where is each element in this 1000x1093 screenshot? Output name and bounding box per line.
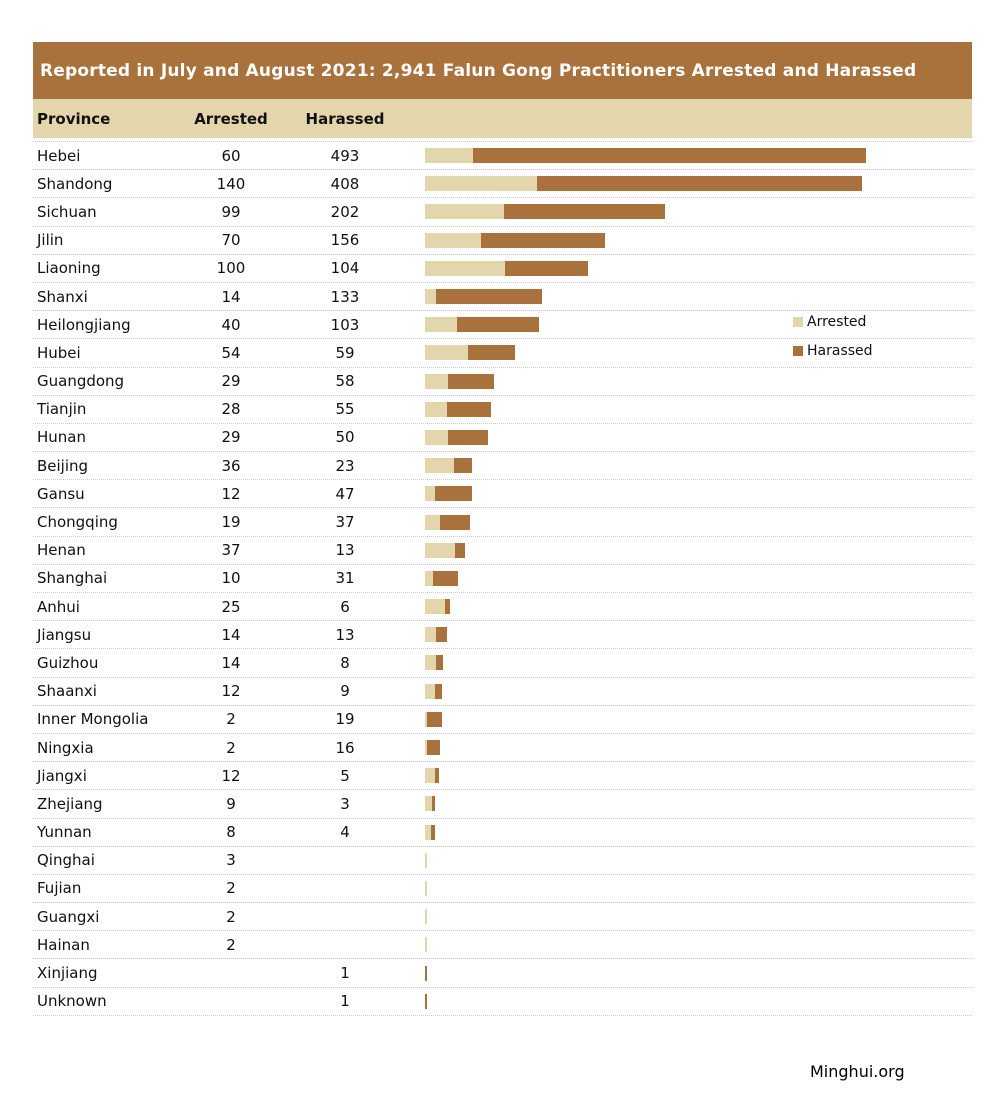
- arrested-value: 140: [216, 174, 246, 193]
- harassed-value: 59: [335, 343, 355, 362]
- stacked-bar: [425, 994, 427, 1009]
- stacked-bar: [425, 148, 866, 163]
- arrested-bar-segment: [425, 571, 433, 586]
- arrested-value: 10: [221, 569, 241, 588]
- province-name: Hainan: [37, 935, 90, 954]
- table-row: [33, 396, 972, 424]
- table-header: [33, 99, 972, 138]
- harassed-bar-segment: [425, 994, 427, 1009]
- arrested-value: 3: [226, 851, 236, 870]
- stacked-bar: [425, 768, 439, 783]
- arrested-value: 70: [221, 231, 241, 250]
- harassed-bar-segment: [431, 825, 434, 840]
- stacked-bar: [425, 881, 427, 896]
- arrested-value: 2: [226, 935, 236, 954]
- province-name: Beijing: [37, 456, 89, 475]
- table-row: [33, 170, 972, 198]
- harassed-value: 3: [340, 794, 350, 813]
- arrested-bar-segment: [425, 796, 432, 811]
- arrested-value: 14: [221, 625, 241, 644]
- stacked-bar: [425, 655, 443, 670]
- arrested-value: 8: [226, 823, 236, 842]
- arrested-bar-segment: [425, 176, 537, 191]
- province-name: Guangxi: [37, 907, 100, 926]
- harassed-value: 9: [340, 682, 350, 701]
- arrested-bar-segment: [425, 204, 504, 219]
- table-row: [33, 283, 972, 311]
- harassed-value: 55: [335, 400, 355, 419]
- table-row: [33, 424, 972, 452]
- stacked-bar: [425, 853, 427, 868]
- arrested-bar-segment: [425, 317, 457, 332]
- harassed-bar-segment: [455, 543, 465, 558]
- arrested-bar-segment: [425, 853, 427, 868]
- harassed-value: 13: [335, 625, 355, 644]
- table-row: [33, 875, 972, 903]
- legend-label-harassed: Harassed: [807, 343, 873, 359]
- table-row: [33, 480, 972, 508]
- province-name: Anhui: [37, 597, 80, 616]
- harassed-bar-segment: [435, 486, 472, 501]
- table-row: [33, 593, 972, 621]
- province-name: Hunan: [37, 428, 86, 447]
- arrested-bar-segment: [425, 486, 435, 501]
- harassed-value: 19: [335, 710, 355, 729]
- chart-legend: [793, 314, 873, 359]
- arrested-bar-segment: [425, 374, 448, 389]
- arrested-value: 37: [221, 541, 241, 560]
- harassed-value: 103: [330, 315, 360, 334]
- chart-title: Reported in July and August 2021: 2,941 Falun Gong Practitioners Arrested and Harassed: [33, 42, 972, 99]
- arrested-bar-segment: [425, 458, 454, 473]
- harassed-bar-segment: [454, 458, 472, 473]
- table-row: [33, 678, 972, 706]
- harassed-value: 493: [330, 146, 360, 165]
- arrested-value: 9: [226, 794, 236, 813]
- legend-item-arrested: [793, 314, 873, 330]
- stacked-bar: [425, 486, 472, 501]
- table-row: [33, 227, 972, 255]
- arrested-bar-segment: [425, 289, 436, 304]
- column-header-arrested: Arrested: [194, 109, 268, 128]
- harassed-value: 1: [340, 964, 350, 983]
- stacked-bar: [425, 627, 447, 642]
- stacked-bar: [425, 289, 542, 304]
- province-name: Liaoning: [37, 259, 101, 278]
- province-name: Jiangxi: [37, 766, 87, 785]
- harassed-value: 6: [340, 597, 350, 616]
- province-name: Shanxi: [37, 287, 88, 306]
- stacked-bar: [425, 937, 427, 952]
- harassed-value: 1: [340, 992, 350, 1011]
- province-name: Jilin: [37, 231, 64, 250]
- harassed-value: 50: [335, 428, 355, 447]
- arrested-value: 28: [221, 400, 241, 419]
- arrested-bar-segment: [425, 148, 473, 163]
- stacked-bar: [425, 599, 450, 614]
- stacked-bar: [425, 796, 435, 811]
- table-row: [33, 255, 972, 283]
- stacked-bar: [425, 825, 435, 840]
- arrested-bar-segment: [425, 881, 427, 896]
- harassed-value: 37: [335, 513, 355, 532]
- harassed-value: 4: [340, 823, 350, 842]
- harassed-bar-segment: [448, 374, 494, 389]
- harassed-value: 8: [340, 653, 350, 672]
- harassed-bar-segment: [433, 571, 458, 586]
- province-name: Inner Mongolia: [37, 710, 149, 729]
- arrested-value: 14: [221, 287, 241, 306]
- arrested-bar-segment: [425, 768, 435, 783]
- province-name: Qinghai: [37, 851, 95, 870]
- arrested-bar-segment: [425, 430, 448, 445]
- arrested-value: 100: [216, 259, 246, 278]
- harassed-bar-segment: [448, 430, 488, 445]
- stacked-bar: [425, 402, 491, 417]
- harassed-bar-segment: [436, 289, 542, 304]
- harassed-value: 23: [335, 456, 355, 475]
- province-name: Guangdong: [37, 372, 125, 391]
- stacked-bar: [425, 543, 465, 558]
- stacked-bar: [425, 345, 515, 360]
- stacked-bar: [425, 740, 440, 755]
- harassed-bar-segment: [445, 599, 450, 614]
- harassed-bar-segment: [427, 712, 442, 727]
- arrested-value: 19: [221, 513, 241, 532]
- table-row: [33, 565, 972, 593]
- arrested-bar-segment: [425, 655, 436, 670]
- province-name: Unknown: [37, 992, 107, 1011]
- stacked-bar: [425, 712, 442, 727]
- arrested-value: 12: [221, 484, 241, 503]
- harassed-value: 5: [340, 766, 350, 785]
- harassed-bar-segment: [537, 176, 862, 191]
- arrested-bar-segment: [425, 627, 436, 642]
- stacked-bar: [425, 571, 458, 586]
- arrested-value: 54: [221, 343, 241, 362]
- stacked-bar: [425, 966, 427, 981]
- harassed-swatch-icon: [793, 346, 803, 356]
- arrested-value: 99: [221, 202, 241, 221]
- harassed-bar-segment: [457, 317, 539, 332]
- table-row: [33, 537, 972, 565]
- province-name: Heilongjiang: [37, 315, 131, 334]
- harassed-bar-segment: [447, 402, 491, 417]
- harassed-bar-segment: [504, 204, 665, 219]
- stacked-bar: [425, 458, 472, 473]
- table-row: [33, 452, 972, 480]
- arrested-bar-segment: [425, 543, 455, 558]
- arrested-value: 2: [226, 879, 236, 898]
- harassed-bar-segment: [435, 768, 439, 783]
- arrested-bar-segment: [425, 684, 435, 699]
- province-name: Hebei: [37, 146, 81, 165]
- harassed-value: 133: [330, 287, 360, 306]
- province-name: Xinjiang: [37, 964, 98, 983]
- harassed-bar-segment: [473, 148, 866, 163]
- province-name: Zhejiang: [37, 794, 103, 813]
- harassed-bar-segment: [505, 261, 588, 276]
- arrested-value: 12: [221, 682, 241, 701]
- arrested-bar-segment: [425, 345, 468, 360]
- province-name: Chongqing: [37, 513, 118, 532]
- arrested-value: 2: [226, 710, 236, 729]
- harassed-value: 408: [330, 174, 360, 193]
- table-row: [33, 847, 972, 875]
- table-row: [33, 198, 972, 226]
- column-header-province: Province: [37, 109, 111, 128]
- table-row: [33, 508, 972, 536]
- harassed-bar-segment: [427, 740, 440, 755]
- stacked-bar: [425, 374, 494, 389]
- table-row: [33, 368, 972, 396]
- table-row: [33, 142, 972, 170]
- harassed-value: 47: [335, 484, 355, 503]
- harassed-value: 202: [330, 202, 360, 221]
- table-row: [33, 931, 972, 959]
- table-row: [33, 621, 972, 649]
- arrested-value: 14: [221, 653, 241, 672]
- province-name: Ningxia: [37, 738, 94, 757]
- arrested-bar-segment: [425, 937, 427, 952]
- source-credit: Minghui.org: [810, 1062, 905, 1081]
- column-header-harassed: Harassed: [305, 109, 385, 128]
- stacked-bar: [425, 204, 665, 219]
- harassed-bar-segment: [468, 345, 515, 360]
- arrested-value: 36: [221, 456, 241, 475]
- arrested-value: 2: [226, 907, 236, 926]
- harassed-bar-segment: [425, 966, 427, 981]
- province-name: Tianjin: [37, 400, 87, 419]
- province-name: Fujian: [37, 879, 82, 898]
- harassed-value: 58: [335, 372, 355, 391]
- stacked-bar: [425, 233, 605, 248]
- arrested-bar-segment: [425, 233, 481, 248]
- harassed-value: 104: [330, 259, 360, 278]
- chart-panel: [33, 42, 972, 1016]
- harassed-value: 31: [335, 569, 355, 588]
- province-name: Guizhou: [37, 653, 99, 672]
- province-name: Shandong: [37, 174, 113, 193]
- arrested-bar-segment: [425, 261, 505, 276]
- harassed-value: 156: [330, 231, 360, 250]
- arrested-value: 29: [221, 372, 241, 391]
- province-name: Gansu: [37, 484, 85, 503]
- province-name: Shanghai: [37, 569, 108, 588]
- province-name: Jiangsu: [37, 625, 92, 644]
- arrested-swatch-icon: [793, 317, 803, 327]
- arrested-bar-segment: [425, 909, 427, 924]
- table-row: [33, 903, 972, 931]
- harassed-bar-segment: [432, 796, 434, 811]
- harassed-bar-segment: [436, 655, 442, 670]
- arrested-value: 2: [226, 738, 236, 757]
- stacked-bar: [425, 684, 442, 699]
- arrested-value: 40: [221, 315, 241, 334]
- table-row: [33, 706, 972, 734]
- harassed-value: 13: [335, 541, 355, 560]
- table-row: [33, 649, 972, 677]
- province-name: Yunnan: [37, 823, 92, 842]
- province-name: Shaanxi: [37, 682, 97, 701]
- stacked-bar: [425, 430, 488, 445]
- table-row: [33, 988, 972, 1016]
- stacked-bar: [425, 515, 470, 530]
- province-name: Hubei: [37, 343, 81, 362]
- table-row: [33, 959, 972, 987]
- arrested-value: 12: [221, 766, 241, 785]
- harassed-bar-segment: [481, 233, 605, 248]
- stacked-bar: [425, 317, 539, 332]
- arrested-value: 29: [221, 428, 241, 447]
- table-row: [33, 734, 972, 762]
- arrested-bar-segment: [425, 402, 447, 417]
- harassed-bar-segment: [435, 684, 442, 699]
- table-row: [33, 790, 972, 818]
- legend-item-harassed: [793, 343, 873, 359]
- harassed-bar-segment: [436, 627, 446, 642]
- arrested-value: 60: [221, 146, 241, 165]
- arrested-bar-segment: [425, 515, 440, 530]
- table-row: [33, 819, 972, 847]
- harassed-bar-segment: [440, 515, 470, 530]
- arrested-bar-segment: [425, 599, 445, 614]
- province-name: Sichuan: [37, 202, 97, 221]
- stacked-bar: [425, 909, 427, 924]
- stacked-bar: [425, 261, 588, 276]
- table-row: [33, 762, 972, 790]
- legend-label-arrested: Arrested: [807, 314, 867, 330]
- table-body: [33, 141, 972, 1016]
- arrested-value: 25: [221, 597, 241, 616]
- province-name: Henan: [37, 541, 86, 560]
- stacked-bar: [425, 176, 862, 191]
- harassed-value: 16: [335, 738, 355, 757]
